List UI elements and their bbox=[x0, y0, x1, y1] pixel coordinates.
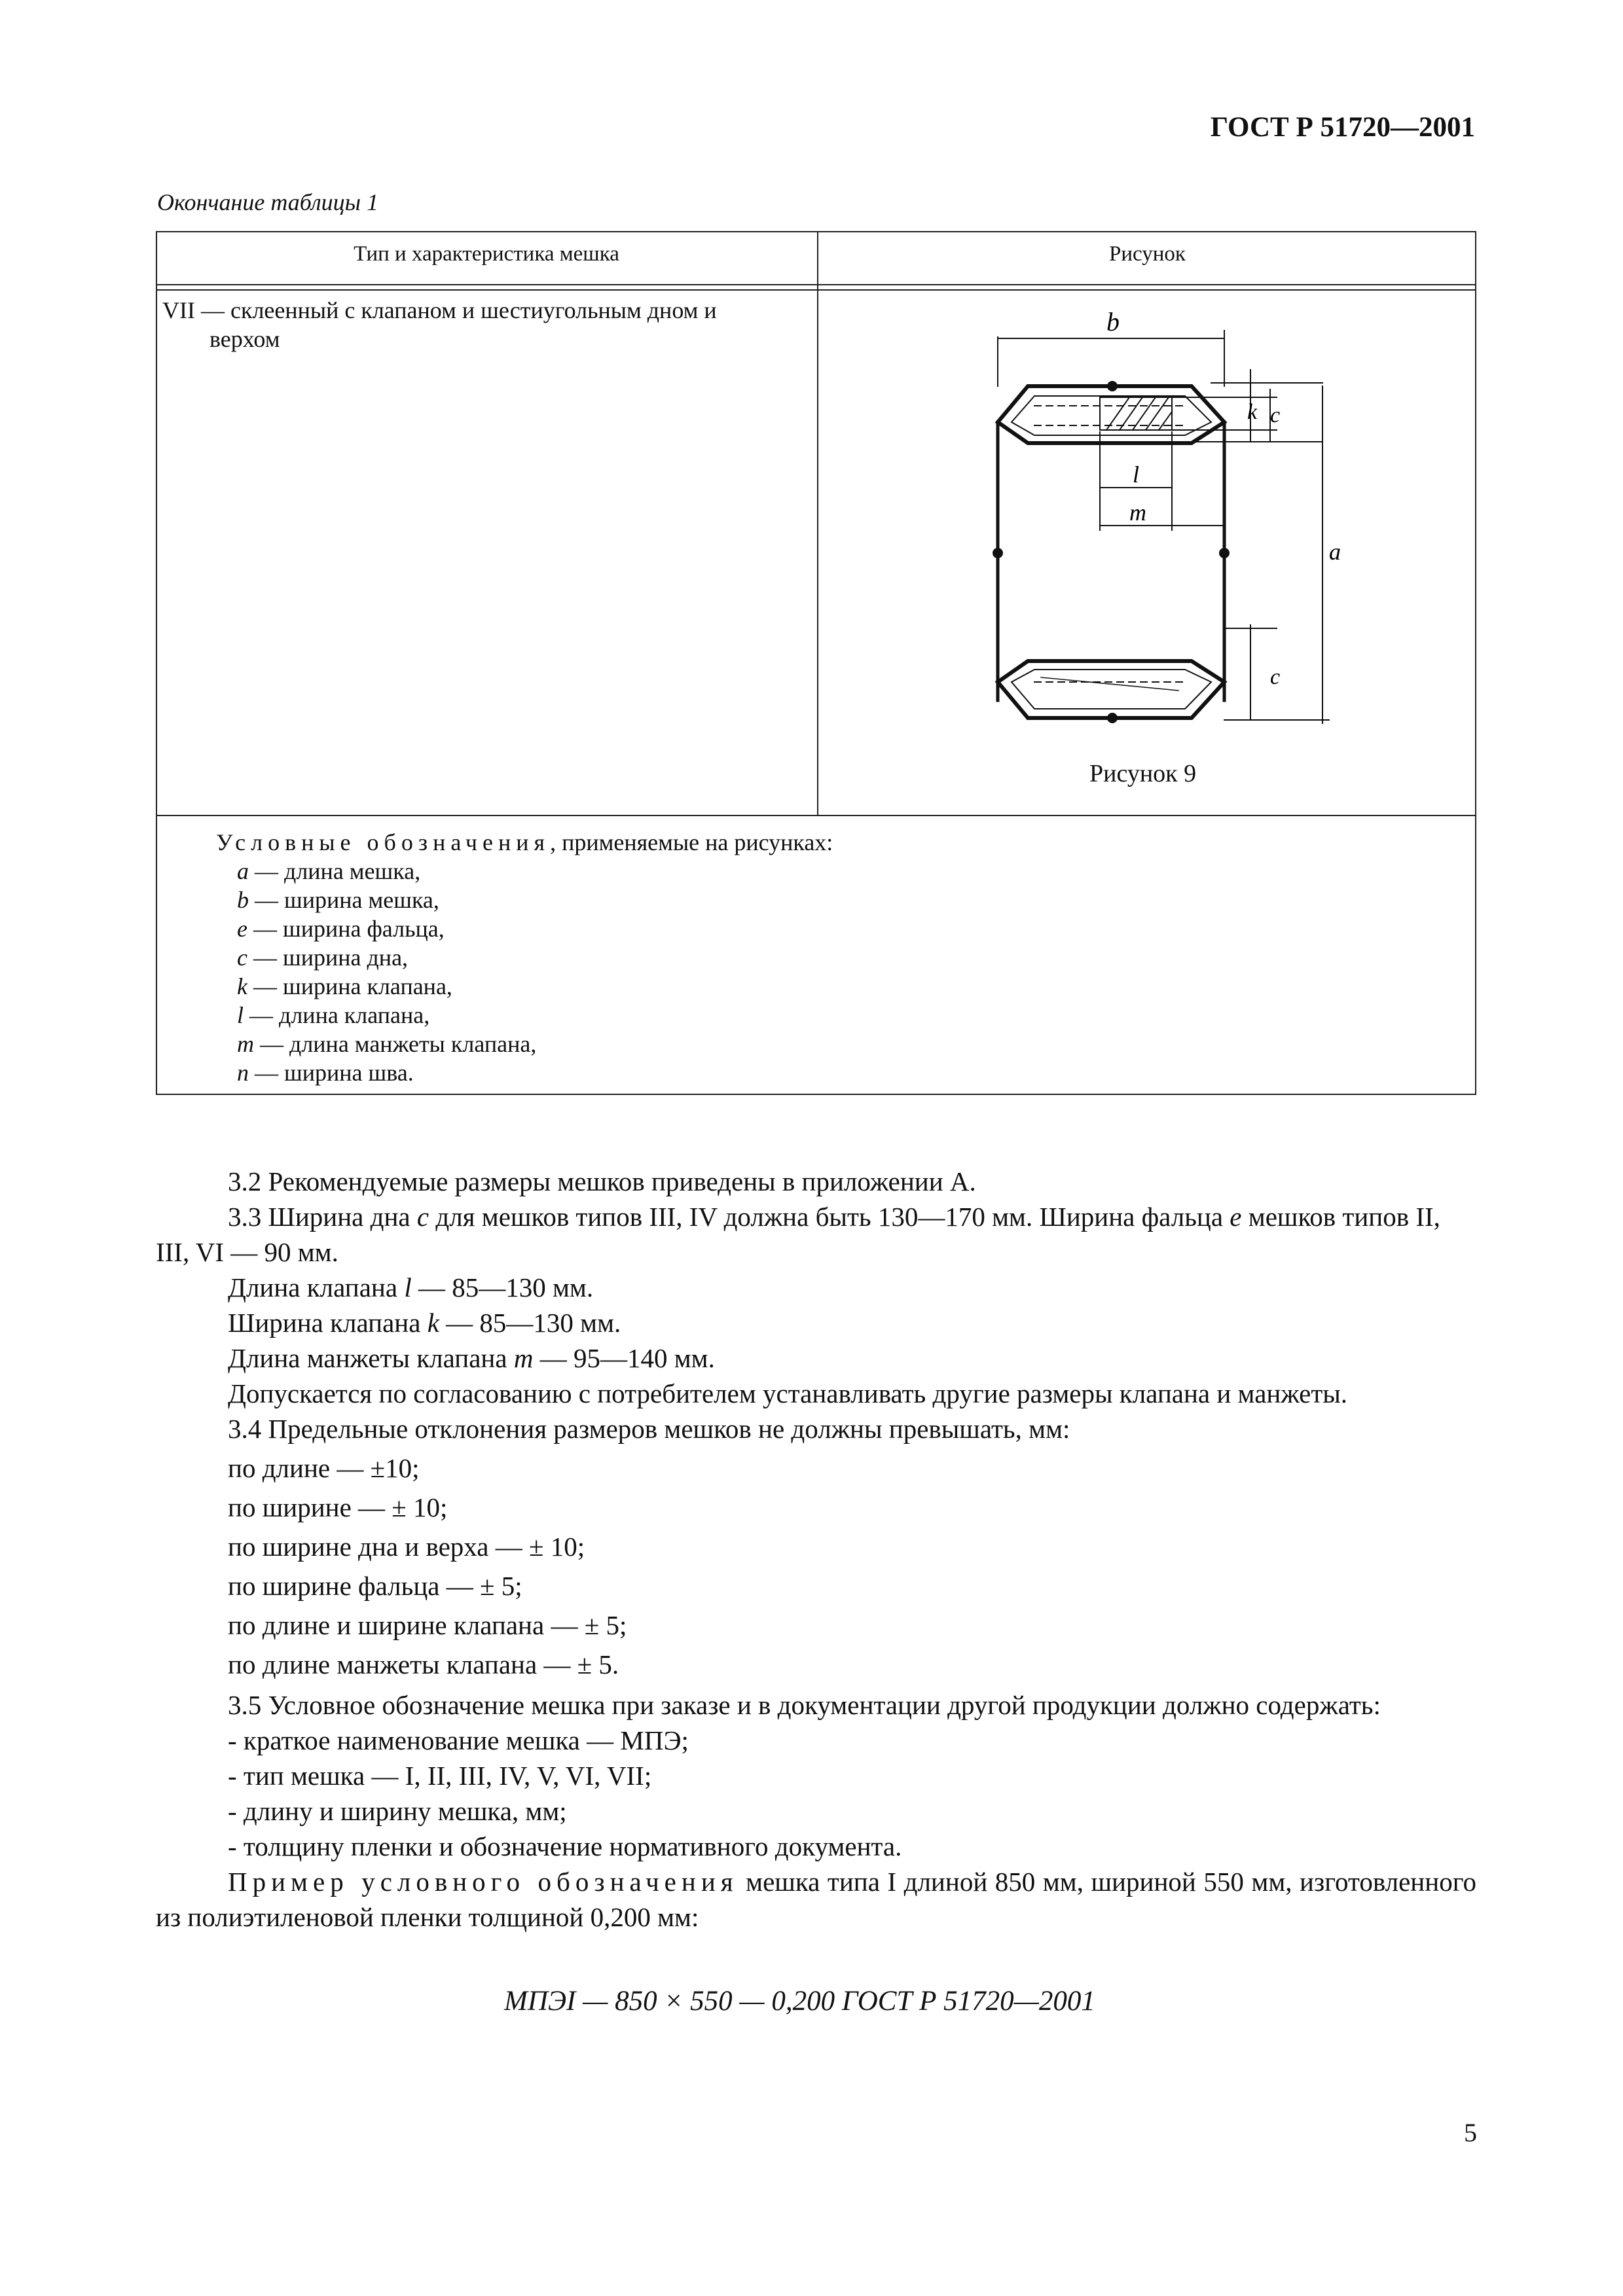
para-cuff-length: Длина манжеты клапана m — 95—140 мм. bbox=[228, 1343, 715, 1373]
bullet-item: - тип мешка — I, II, III, IV, V, VI, VII; bbox=[228, 1761, 652, 1791]
deviation-item: по длине и ширине клапана — ± 5; bbox=[228, 1610, 627, 1640]
bottom-inner-hexagon bbox=[1012, 670, 1211, 709]
para-3-5: 3.5 Условное обозначение мешка при заказе и в документации другой продукции должно содержать: bbox=[228, 1690, 1381, 1720]
table-header-rule bbox=[156, 284, 1476, 285]
body-text bbox=[156, 1164, 1476, 1935]
para-valve-width: Ширина клапана k — 85—130 мм. bbox=[228, 1308, 621, 1338]
deviation-item: по ширине фальца — ± 5; bbox=[228, 1571, 522, 1601]
legend-item: m — длина манжеты клапана, bbox=[237, 1031, 537, 1057]
bullet-item: - толщину пленки и обозначение нормативного документа. bbox=[228, 1831, 902, 1861]
figure-caption: Рисунок 9 bbox=[1089, 760, 1197, 787]
designation-formula: МПЭI — 850 × 550 — 0,200 ГОСТ Р 51720—2001 bbox=[504, 1986, 1095, 2017]
standard-header: ГОСТ Р 51720—2001 bbox=[1210, 112, 1475, 143]
deviation-item: по длине манжеты клапана — ± 5. bbox=[228, 1649, 619, 1679]
para-3-4: 3.4 Предельные отклонения размеров мешков не должны превышать, мм: bbox=[228, 1414, 1070, 1444]
para-3-2: 3.2 Рекомендуемые размеры мешков приведены в приложении А. bbox=[228, 1166, 976, 1196]
legend-title bbox=[216, 828, 833, 857]
page-number: 5 bbox=[1464, 2118, 1477, 2147]
legend-title-rest: , применяемые на рисунках: bbox=[550, 829, 833, 855]
top-bottom-hexagon bbox=[998, 386, 1224, 443]
dim-label-a: a bbox=[1329, 539, 1341, 565]
deviation-item: по ширине дна и верха — ± 10; bbox=[228, 1532, 585, 1562]
dim-label-l: l bbox=[1133, 461, 1140, 488]
dim-label-b: b bbox=[1106, 307, 1120, 336]
para-3-3: 3.3 Ширина дна c для мешков типов III, IV должна быть 130—170 мм. Ширина фальца e мешков типов II, III, VI — 90 мм. bbox=[156, 1202, 1440, 1267]
table-header-rule-double bbox=[156, 289, 1476, 291]
column-header-figure: Рисунок bbox=[1109, 242, 1186, 266]
table-legend-rule bbox=[156, 815, 1476, 816]
deviation-item: по ширине — ± 10; bbox=[228, 1492, 448, 1522]
dim-label-k: k bbox=[1247, 400, 1258, 424]
legend-item: l — длина клапана, bbox=[237, 1002, 430, 1028]
para-allowance: Допускается по согласованию с потребителем устанавливать другие размеры клапана и манжеты. bbox=[228, 1378, 1348, 1408]
figure-9-diagram bbox=[818, 291, 1473, 749]
dim-label-m: m bbox=[1129, 499, 1146, 526]
para-example: Пример условного обозначения мешка типа I длиной 850 мм, шириной 550 мм, изготовленного из полиэтиленовой пленки толщиной 0,200 мм: bbox=[156, 1867, 1476, 1932]
legend-item: k — ширина клапана, bbox=[237, 973, 452, 999]
dim-label-c-bottom: c bbox=[1270, 665, 1281, 689]
row-type-line2: верхом bbox=[210, 326, 280, 352]
legend-block bbox=[216, 828, 833, 1087]
column-header-type: Тип и характеристика мешка bbox=[354, 242, 619, 266]
bullet-item: - краткое наименование мешка — МПЭ; bbox=[228, 1725, 689, 1755]
legend-item: a — длина мешка, bbox=[237, 858, 421, 884]
legend-item: n — ширина шва. bbox=[237, 1060, 414, 1086]
dim-label-c-top: c bbox=[1270, 403, 1281, 427]
deviation-item: по длине — ±10; bbox=[228, 1453, 420, 1483]
row-type-line1: VII — склеенный с клапаном и шестиугольным дном и bbox=[162, 297, 717, 323]
row-type-description bbox=[162, 296, 717, 353]
para-valve-length: Длина клапана l — 85—130 мм. bbox=[228, 1272, 594, 1302]
legend-item: b — ширина мешка, bbox=[237, 887, 439, 913]
table-caption: Окончание таблицы 1 bbox=[157, 189, 379, 215]
legend-item: e — ширина фальца, bbox=[237, 916, 445, 942]
legend-item: c — ширина дна, bbox=[237, 944, 409, 971]
bullet-item: - длину и ширину мешка, мм; bbox=[228, 1796, 567, 1826]
legend-title-spaced: Условные обозначения bbox=[216, 829, 551, 855]
